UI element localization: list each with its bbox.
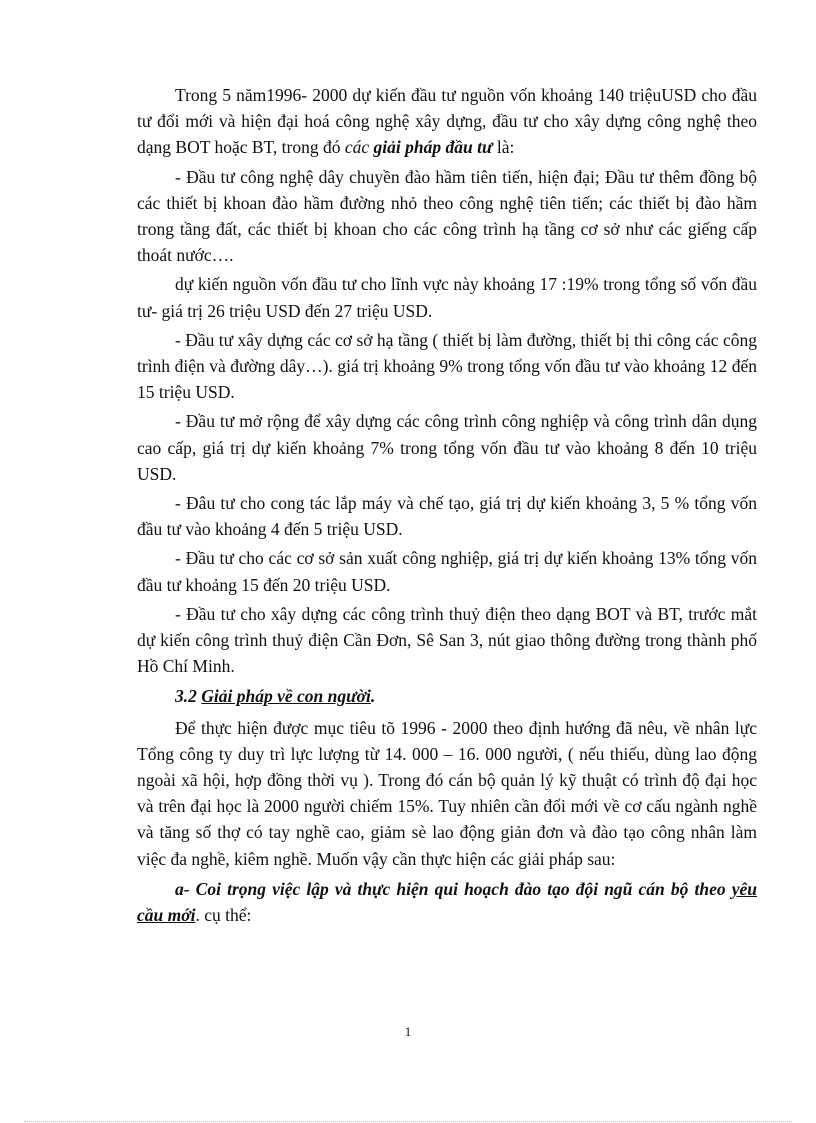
paragraph-industrial-production: - Đầu tư cho các cơ sở sản xuất công nghiệp, giá trị dự kiến khoảng 13% tổng vốn đầu tư khoảng 15 đến 20 triệu USD. bbox=[137, 548, 757, 595]
paragraph-infrastructure: - Đầu tư xây dựng các cơ sở hạ tầng ( thiết bị làm đường, thiết bị thi công các công trình điện và đường dây…). giá trị khoảng 9% trong tổng vốn đầu tư vào khoảng 12 đến 15 triệu USD. bbox=[137, 329, 757, 403]
footer-divider bbox=[24, 1121, 792, 1122]
subheading-underlined: yêu cầu mới bbox=[137, 878, 757, 926]
paragraph-investment-intro bbox=[137, 82, 757, 161]
text-run: Trong 5 năm1996- 2000 dự kiến đầu tư nguồn vốn khoảng 140 triệuUSD cho đầu tư đổi mới và hiện đại hoá công nghệ xây dựng, đầu tư cho xây dựng công nghệ theo dạng BOT hoặc BT, trong đó bbox=[137, 85, 757, 158]
bold-italic-run: giải pháp đầu tư bbox=[373, 137, 493, 158]
heading-number: 3.2 bbox=[175, 686, 202, 707]
subheading-end: . cụ thể: bbox=[195, 905, 252, 926]
paragraph-human-resources: Để thực hiện được mục tiêu tõ 1996 - 2000 theo định hướng đã nêu, về nhân lực Tổng công ty duy trì lực lượng từ 14. 000 – 16. 000 người, ( nếu thiếu, dùng lao động ngoài xã hội, hợp đồng thời vụ ). Trong đó cán bộ quản lý kỹ thuật có trình độ đại học và trên đại học là 2000 người chiếm 15%. Tuy nhiên cần đổi mới về cơ cấu ngành nghề và tăng số thợ có tay nghề cao, giảm sè lao động giản đơn và đào tạo công nhân làm việc đa nghề, kiêm nghề. Muốn vậy cần thực hiện các giải pháp sau: bbox=[137, 717, 757, 869]
page-number: 1 bbox=[404, 1024, 412, 1039]
paragraph-hydropower: - Đầu tư cho xây dựng các công trình thuỷ điện theo dạng BOT và BT, trước mắt dự kiến công trình thuỷ điện Cần Đơn, Sê San 3, nút giao thông đường trong thành phố Hồ Chí Minh. bbox=[137, 603, 757, 677]
paragraph-tunnel-tech: - Đầu tư công nghệ dây chuyền đào hầm tiên tiến, hiện đại; Đầu tư thêm đồng bộ các thiết bị khoan đào hầm đường nhỏ theo công nghệ tiên tiến; các thiết bị đào hầm trong tầng đất, các thiết bị khoan cho các công trình hạ tầng cơ sở như các giếng cấp thoát nước…. bbox=[137, 166, 757, 266]
document-body bbox=[137, 82, 757, 931]
subheading-a bbox=[137, 876, 757, 928]
paragraph-machine-assembly: - Đâu tư cho cong tác lắp máy và chế tạo, giá trị dự kiến khoảng 3, 5 % tổng vốn đầu tư vào khoảng 4 đến 5 triệu USD. bbox=[137, 493, 757, 540]
paragraph-industrial-construction: - Đầu tư mở rộng để xây dựng các công trình công nghiệp và công trình dân dụng cao cấp, giá trị dự kiến khoảng 7% trong tổng vốn đầu tư vào khoảng 8 đến 10 triệu USD. bbox=[137, 411, 757, 484]
subheading-text: a- Coi trọng việc lập và thực hiện qui hoạch đào tạo đội ngũ cán bộ theo bbox=[175, 878, 732, 899]
heading-title: Giải pháp về con người bbox=[201, 686, 371, 707]
paragraph-capital-estimate: dự kiến nguồn vốn đầu tư cho lĩnh vực này khoảng 17 :19% trong tổng số vốn đầu tư- giá trị 26 triệu USD đến 27 triệu USD. bbox=[137, 274, 757, 321]
heading-end: . bbox=[370, 686, 376, 707]
section-heading-3-2 bbox=[137, 683, 757, 709]
text-run: là: bbox=[492, 137, 515, 158]
italic-run: các bbox=[344, 137, 374, 158]
